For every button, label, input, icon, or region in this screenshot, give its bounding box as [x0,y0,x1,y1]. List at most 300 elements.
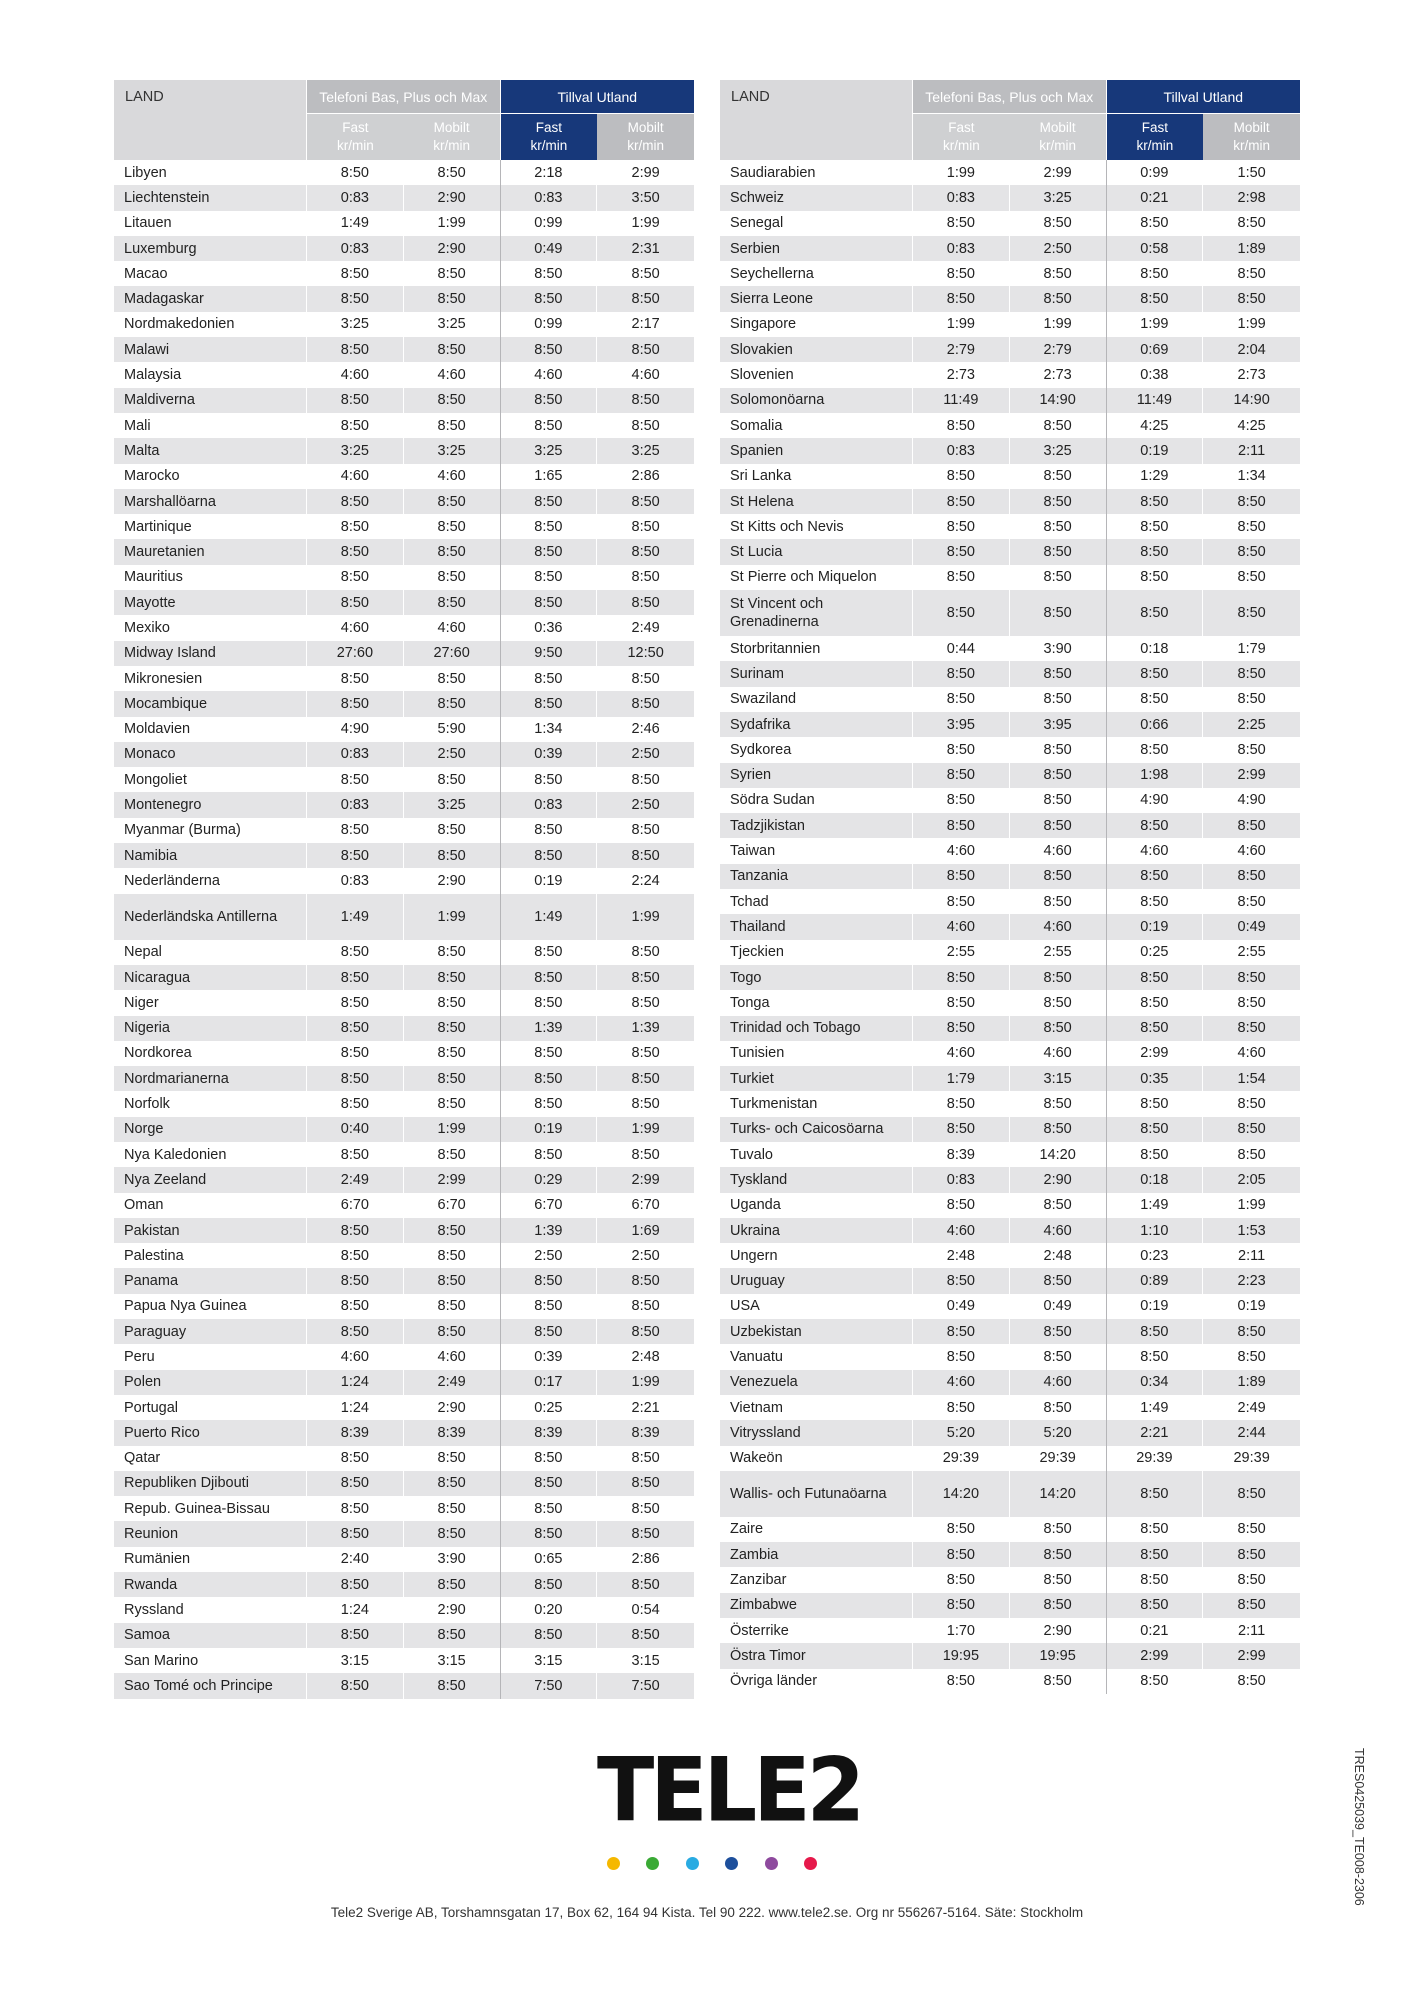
fast-standard-cell: 4:60 [307,464,404,489]
fast-standard-cell: 8:50 [307,1673,404,1698]
fast-standard-cell: 0:83 [307,236,404,261]
fast-standard-cell: 0:83 [913,1167,1010,1192]
fast-standard-cell: 5:20 [913,1420,1010,1445]
fast-addon-cell: 4:60 [501,362,598,387]
mobile-standard-cell: 8:50 [404,666,501,691]
table-row [720,1420,1300,1445]
fast-standard-cell: 8:50 [913,1016,1010,1041]
fast-addon-cell: 9:50 [501,641,598,666]
fast-standard-cell: 8:50 [913,514,1010,539]
table-row [114,717,694,742]
fast-addon-cell: 0:36 [501,615,598,640]
mobile-addon-cell: 1:79 [1203,636,1300,661]
mobile-standard-cell: 8:50 [1010,687,1107,712]
fast-addon-cell: 8:50 [501,1319,598,1344]
mobile-addon-cell: 2:25 [1203,712,1300,737]
table-row [114,337,694,362]
fast-addon-cell: 1:99 [1107,312,1204,337]
table-row [114,261,694,286]
table-row [720,211,1300,236]
fast-standard-cell: 8:50 [307,1066,404,1091]
table-row [114,1268,694,1293]
fast-addon-cell: 1:39 [501,1016,598,1041]
mobile-standard-cell: 8:50 [1010,514,1107,539]
mobile-standard-cell: 8:50 [1010,464,1107,489]
table-row [114,868,694,893]
mobile-standard-cell: 8:50 [404,1142,501,1167]
fast-standard-cell: 8:50 [913,590,1010,636]
mobile-standard-cell: 14:20 [1010,1471,1107,1517]
mobile-addon-cell: 8:50 [597,1066,694,1091]
mobile-addon-cell: 2:11 [1203,1243,1300,1268]
country-cell: Tadzjikistan [720,813,913,838]
mobile-standard-cell: 3:15 [1010,1066,1107,1091]
fast-standard-cell: 8:50 [307,1521,404,1546]
table-row [720,185,1300,210]
mobile-addon-cell: 8:50 [597,1496,694,1521]
country-cell: Slovakien [720,337,913,362]
fast-standard-cell: 8:50 [307,990,404,1015]
country-cell: Sydafrika [720,712,913,737]
country-cell: Turks- och Caicosöarna [720,1117,913,1142]
fast-addon-cell: 8:50 [1107,1567,1204,1592]
brand-dot [646,1857,659,1870]
country-cell: Nederländska Antillerna [114,894,307,940]
mobile-addon-cell: 8:50 [1203,1669,1300,1694]
country-cell: Liechtenstein [114,185,307,210]
mobile-addon-cell: 8:50 [1203,489,1300,514]
mobile-standard-cell: 8:50 [1010,990,1107,1015]
fast-standard-cell: 8:50 [913,1344,1010,1369]
mobile-standard-cell: 8:50 [404,1572,501,1597]
fast-standard-cell: 8:50 [307,1496,404,1521]
country-cell: Slovenien [720,362,913,387]
mobile-standard-cell: 2:90 [404,236,501,261]
fast-addon-cell: 8:50 [1107,565,1204,590]
mobile-standard-cell: 8:50 [404,1521,501,1546]
mobile-addon-cell: 0:19 [1203,1294,1300,1319]
fast-standard-cell: 1:99 [913,160,1010,185]
mobile-standard-cell: 27:60 [404,641,501,666]
fast-addon-cell: 2:50 [501,1243,598,1268]
fast-addon-cell: 0:39 [501,1344,598,1369]
fast-standard-cell: 0:40 [307,1117,404,1142]
mobile-addon-cell: 8:50 [1203,539,1300,564]
country-cell: Thailand [720,914,913,939]
fast-standard-cell: 29:39 [913,1446,1010,1471]
country-cell: Tanzania [720,864,913,889]
country-cell: Niger [114,990,307,1015]
mobile-standard-cell: 2:50 [1010,236,1107,261]
mobile-addon-cell: 0:49 [1203,914,1300,939]
fast-addon-cell: 0:18 [1107,1167,1204,1192]
country-cell: Tchad [720,889,913,914]
fast-addon-cell: 8:50 [1107,737,1204,762]
fast-standard-cell: 8:50 [913,813,1010,838]
table-row [114,1572,694,1597]
fast-addon-cell: 0:99 [501,312,598,337]
table-row [114,160,694,185]
mobile-standard-cell: 1:99 [1010,312,1107,337]
table-row [114,312,694,337]
table-row [720,1344,1300,1369]
mobile-standard-cell: 8:50 [404,767,501,792]
mobile-addon-cell: 3:15 [597,1648,694,1673]
table-row [114,1420,694,1445]
mobile-standard-cell: 8:50 [1010,211,1107,236]
fast-addon-cell: 8:50 [1107,661,1204,686]
fast-addon-cell: 8:50 [1107,990,1204,1015]
fast-addon-cell: 2:18 [501,160,598,185]
fast-standard-cell: 8:50 [307,1268,404,1293]
mobile-addon-cell: 8:50 [1203,687,1300,712]
mobile-addon-cell: 7:50 [597,1673,694,1698]
mobile-standard-cell: 8:50 [1010,1567,1107,1592]
fast-standard-cell: 8:50 [307,1294,404,1319]
mobile-addon-cell: 8:50 [597,965,694,990]
table-row [720,1593,1300,1618]
fast-standard-cell: 2:49 [307,1167,404,1192]
mobile-standard-cell: 8:50 [404,261,501,286]
mobile-addon-cell: 2:73 [1203,362,1300,387]
mobile-addon-cell: 8:50 [597,940,694,965]
mobile-addon-cell: 2:98 [1203,185,1300,210]
mobile-standard-cell: 8:50 [404,1016,501,1041]
footer-address: Tele2 Sverige AB, Torshamnsgatan 17, Box 62, 164 94 Kista. Tel 90 222. www.tele2.se. Org nr 556267-5164. Säte: Stockholm [330,1905,1084,1920]
mobile-addon-cell: 8:50 [1203,261,1300,286]
fast-addon-cell: 1:49 [1107,1395,1204,1420]
mobile-addon-cell: 1:89 [1203,236,1300,261]
fast-addon-cell: 8:50 [501,1572,598,1597]
fast-addon-cell: 0:25 [1107,940,1204,965]
fast-standard-cell: 8:50 [307,1446,404,1471]
table-row [114,236,694,261]
fast-standard-cell: 8:50 [913,1193,1010,1218]
table-row [114,641,694,666]
fast-addon-cell: 4:90 [1107,788,1204,813]
fast-addon-cell: 1:65 [501,464,598,489]
table-row [720,990,1300,1015]
fast-addon-cell: 29:39 [1107,1446,1204,1471]
mobile-standard-cell: 8:50 [404,1243,501,1268]
group-standard-header: Telefoni Bas, Plus och Max [307,80,501,113]
mobile-standard-cell: 8:50 [404,1446,501,1471]
fast-standard-cell: 0:83 [307,792,404,817]
fast-addon-cell: 8:50 [501,843,598,868]
table-row [720,636,1300,661]
fast-addon-cell: 8:50 [501,388,598,413]
mobile-standard-cell: 3:90 [1010,636,1107,661]
group-standard-header: Telefoni Bas, Plus och Max [913,80,1107,113]
country-cell: San Marino [114,1648,307,1673]
mobile-standard-cell: 8:50 [404,1218,501,1243]
mobile-standard-cell: 0:49 [1010,1294,1107,1319]
mobile-addon-cell: 8:50 [1203,1091,1300,1116]
mobile-addon-cell: 8:50 [597,818,694,843]
mobile-standard-cell: 3:25 [1010,438,1107,463]
fast-addon-cell: 8:50 [501,413,598,438]
country-cell: Seychellerna [720,261,913,286]
mobile-standard-cell: 8:50 [1010,965,1107,990]
mobile-standard-cell: 8:50 [1010,788,1107,813]
table-row [114,1597,694,1622]
table-row [114,388,694,413]
mobile-addon-header: Mobilt kr/min [597,113,694,160]
fast-standard-cell: 8:50 [913,788,1010,813]
mobile-standard-header: Mobilt kr/min [404,113,501,160]
table-row [114,1193,694,1218]
fast-addon-cell: 0:99 [1107,160,1204,185]
mobile-addon-cell: 2:49 [1203,1395,1300,1420]
fast-standard-cell: 8:50 [913,687,1010,712]
mobile-addon-cell: 8:50 [597,413,694,438]
brand-dots [607,1857,817,1871]
fast-standard-cell: 8:50 [307,565,404,590]
country-cell: Polen [114,1370,307,1395]
table-row [720,286,1300,311]
fast-addon-cell: 8:50 [501,286,598,311]
fast-standard-cell: 0:83 [913,438,1010,463]
mobile-standard-cell: 4:60 [404,362,501,387]
mobile-addon-cell: 8:50 [1203,1593,1300,1618]
country-cell: Solomonöarna [720,388,913,413]
country-cell: Reunion [114,1521,307,1546]
table-row [720,1167,1300,1192]
fast-addon-cell: 0:39 [501,742,598,767]
mobile-standard-cell: 8:50 [1010,565,1107,590]
fast-standard-cell: 1:24 [307,1370,404,1395]
mobile-addon-cell: 8:50 [597,691,694,716]
mobile-standard-cell: 8:50 [404,539,501,564]
fast-addon-cell: 0:19 [1107,914,1204,939]
country-cell: Mexiko [114,615,307,640]
fast-standard-cell: 8:50 [913,763,1010,788]
fast-standard-cell: 3:95 [913,712,1010,737]
table-row [720,1016,1300,1041]
fast-addon-cell: 0:99 [501,211,598,236]
fast-addon-cell: 0:19 [1107,438,1204,463]
fast-standard-cell: 8:50 [307,337,404,362]
table-row [720,965,1300,990]
table-row [720,236,1300,261]
country-cell: Mauritius [114,565,307,590]
fast-standard-cell: 1:79 [913,1066,1010,1091]
country-cell: Peru [114,1344,307,1369]
fast-addon-cell: 0:65 [501,1547,598,1572]
fast-addon-cell: 8:50 [1107,1471,1204,1517]
fast-addon-cell: 0:58 [1107,236,1204,261]
fast-standard-cell: 3:25 [307,312,404,337]
brand-dot [607,1857,620,1870]
table-row [114,1344,694,1369]
table-row [720,312,1300,337]
fast-addon-cell: 0:21 [1107,1618,1204,1643]
fast-standard-header: Fast kr/min [913,113,1010,160]
country-cell: Nya Kaledonien [114,1142,307,1167]
fast-standard-cell: 0:83 [913,185,1010,210]
country-cell: Pakistan [114,1218,307,1243]
country-cell: Mikronesien [114,666,307,691]
mobile-standard-cell: 8:50 [1010,1117,1107,1142]
country-cell: Sierra Leone [720,286,913,311]
country-cell: Södra Sudan [720,788,913,813]
fast-standard-cell: 8:50 [913,737,1010,762]
country-cell: Macao [114,261,307,286]
table-row [720,1193,1300,1218]
country-cell: Zanzibar [720,1567,913,1592]
mobile-addon-cell: 1:39 [597,1016,694,1041]
fast-standard-cell: 8:50 [913,661,1010,686]
mobile-addon-cell: 8:50 [1203,1542,1300,1567]
country-cell: Nicaragua [114,965,307,990]
mobile-standard-cell: 8:50 [1010,763,1107,788]
fast-addon-cell: 0:38 [1107,362,1204,387]
country-cell: Vitryssland [720,1420,913,1445]
country-cell: St Pierre och Miquelon [720,565,913,590]
mobile-standard-cell: 8:50 [1010,286,1107,311]
fast-standard-cell: 8:50 [307,1041,404,1066]
fast-addon-cell: 8:50 [1107,813,1204,838]
fast-addon-cell: 8:50 [501,565,598,590]
mobile-addon-cell: 8:50 [597,1623,694,1648]
mobile-standard-cell: 3:15 [404,1648,501,1673]
fast-standard-cell: 8:50 [307,818,404,843]
country-cell: Republiken Djibouti [114,1471,307,1496]
fast-addon-cell: 8:50 [501,1496,598,1521]
country-cell: Montenegro [114,792,307,817]
brand-dot [765,1857,778,1870]
country-cell: Zimbabwe [720,1593,913,1618]
mobile-standard-cell: 8:50 [404,565,501,590]
fast-standard-cell: 19:95 [913,1643,1010,1668]
table-row [720,489,1300,514]
country-cell: Taiwan [720,838,913,863]
fast-standard-cell: 1:24 [307,1395,404,1420]
fast-standard-cell: 3:25 [307,438,404,463]
country-cell: Mongoliet [114,767,307,792]
fast-addon-cell: 8:50 [501,539,598,564]
mobile-standard-cell: 2:55 [1010,940,1107,965]
mobile-addon-cell: 8:50 [597,514,694,539]
mobile-addon-cell: 8:50 [1203,1142,1300,1167]
fast-standard-cell: 8:50 [913,1319,1010,1344]
mobile-addon-cell: 8:50 [1203,864,1300,889]
mobile-standard-cell: 8:50 [404,286,501,311]
table-row [720,813,1300,838]
country-cell: Syrien [720,763,913,788]
mobile-addon-cell: 29:39 [1203,1446,1300,1471]
country-cell: Nepal [114,940,307,965]
fast-standard-cell: 4:60 [307,1344,404,1369]
mobile-standard-cell: 2:48 [1010,1243,1107,1268]
fast-standard-cell: 8:50 [307,413,404,438]
fast-addon-cell: 8:50 [1107,1542,1204,1567]
group-addon-header: Tillval Utland [1107,80,1301,113]
mobile-addon-cell: 8:50 [597,286,694,311]
country-cell: Österrike [720,1618,913,1643]
country-cell: Storbritannien [720,636,913,661]
table-row [114,1648,694,1673]
mobile-addon-cell: 2:31 [597,236,694,261]
mobile-addon-cell: 1:99 [1203,1193,1300,1218]
fast-addon-cell: 2:99 [1107,1041,1204,1066]
table-row [114,211,694,236]
fast-addon-cell: 0:25 [501,1395,598,1420]
brand-dot [725,1857,738,1870]
fast-addon-cell: 8:50 [1107,489,1204,514]
country-cell: Wakeön [720,1446,913,1471]
table-row [114,438,694,463]
country-cell: Rumänien [114,1547,307,1572]
table-row [114,1395,694,1420]
mobile-addon-cell: 2:99 [1203,763,1300,788]
fast-addon-cell: 8:50 [1107,1091,1204,1116]
fast-standard-cell: 8:50 [913,286,1010,311]
fast-standard-cell: 8:50 [913,1542,1010,1567]
country-cell: Monaco [114,742,307,767]
table-row [720,539,1300,564]
fast-addon-cell: 0:83 [501,185,598,210]
mobile-addon-cell: 2:24 [597,868,694,893]
table-row [720,737,1300,762]
country-cell: Uzbekistan [720,1319,913,1344]
fast-standard-cell: 2:55 [913,940,1010,965]
mobile-standard-cell: 3:95 [1010,712,1107,737]
fast-addon-cell: 8:50 [1107,965,1204,990]
fast-standard-cell: 8:50 [307,261,404,286]
fast-standard-cell: 0:49 [913,1294,1010,1319]
fast-addon-cell: 8:50 [1107,286,1204,311]
fast-addon-cell: 8:50 [1107,211,1204,236]
table-row [114,1370,694,1395]
mobile-addon-cell: 8:50 [1203,990,1300,1015]
mobile-addon-cell: 1:53 [1203,1218,1300,1243]
fast-standard-cell: 8:50 [913,1567,1010,1592]
fast-addon-cell: 0:34 [1107,1370,1204,1395]
table-row [720,464,1300,489]
fast-addon-cell: 0:19 [501,868,598,893]
table-row [114,691,694,716]
country-cell: Nordkorea [114,1041,307,1066]
fast-addon-cell: 8:50 [1107,539,1204,564]
mobile-standard-cell: 2:90 [404,1597,501,1622]
fast-addon-cell: 8:50 [501,590,598,615]
table-row [114,1066,694,1091]
fast-addon-cell: 8:50 [1107,1517,1204,1542]
country-cell: Nordmakedonien [114,312,307,337]
country-cell: St Helena [720,489,913,514]
fast-addon-cell: 6:70 [501,1193,598,1218]
fast-addon-cell: 2:99 [1107,1643,1204,1668]
mobile-standard-cell: 8:50 [1010,661,1107,686]
fast-addon-cell: 1:39 [501,1218,598,1243]
country-cell: Repub. Guinea-Bissau [114,1496,307,1521]
mobile-standard-cell: 8:50 [404,1471,501,1496]
country-cell: Myanmar (Burma) [114,818,307,843]
table-row [720,362,1300,387]
fast-standard-cell: 6:70 [307,1193,404,1218]
fast-addon-cell: 8:50 [1107,514,1204,539]
fast-addon-cell: 3:15 [501,1648,598,1673]
table-row [114,1547,694,1572]
country-cell: Tonga [720,990,913,1015]
mobile-standard-cell: 8:50 [1010,539,1107,564]
mobile-standard-cell: 2:99 [404,1167,501,1192]
country-cell: Nederländerna [114,868,307,893]
fast-standard-cell: 27:60 [307,641,404,666]
country-cell: Singapore [720,312,913,337]
mobile-addon-cell: 8:50 [597,337,694,362]
